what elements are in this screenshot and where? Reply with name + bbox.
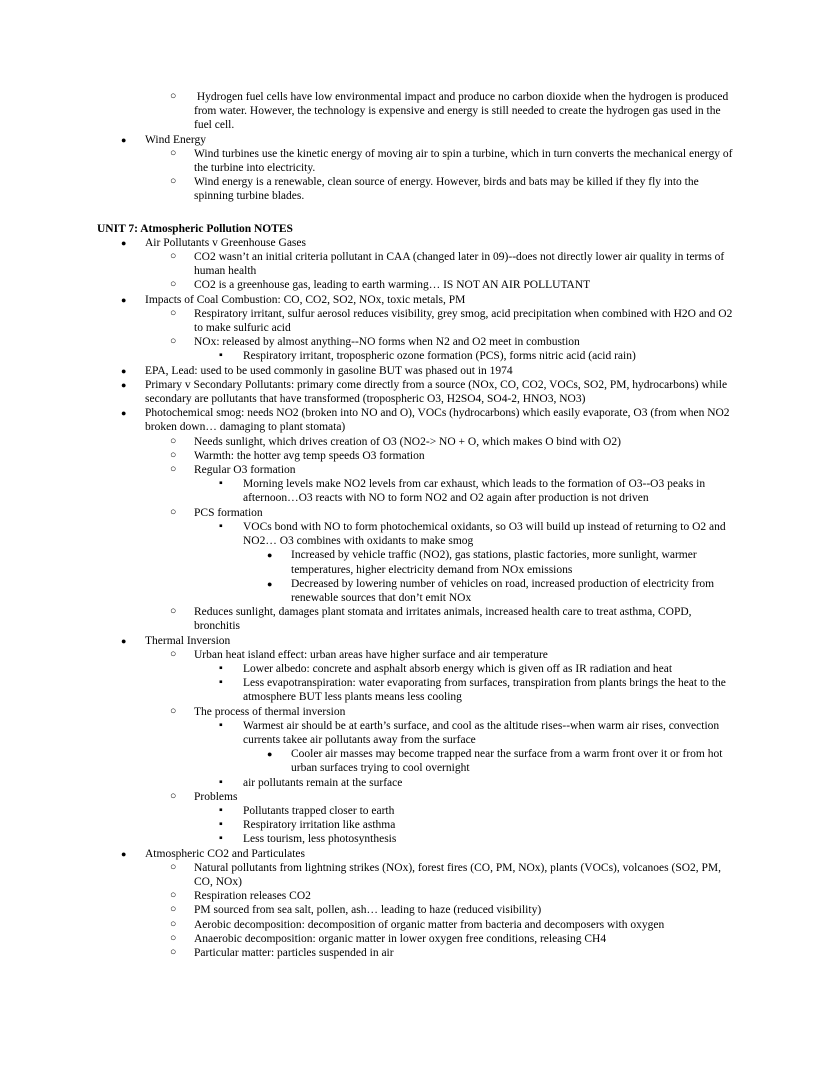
list-item [97, 307, 736, 335]
list-item [97, 435, 733, 449]
item-text: Morning levels make NO2 levels from car exhaust, which leads to the formation of O3--O3 peaks in afternoon…O3 reacts with NO to form NO2 and O2 again after production is not driven [243, 478, 708, 505]
item-text: CO2 wasn’t an initial criteria pollutant in CAA (changed later in 09)--does not directly lower air quality in terms of human health [194, 251, 728, 278]
disc-bullet-icon: ● [121, 134, 127, 145]
list-item [97, 133, 733, 147]
item-text: Hydrogen fuel cells have low environmental impact and produce no carbon dioxide when the hydrogen is produced from water. However, the technology is expensive and energy is still needed to create the hydrogen gas used in the fuel cell. [194, 91, 732, 132]
item-text: PCS formation [194, 506, 263, 519]
disc-bullet-icon: ● [121, 237, 127, 248]
item-text: Respiratory irritant, sulfur aerosol reduces visibility, grey smog, acid precipitation when combined with H2O and O2 to make sulfuric acid [194, 307, 736, 335]
item-text: air pollutants remain at the surface [243, 776, 403, 789]
item-text: The process of thermal inversion [194, 705, 346, 718]
square-bullet-icon: ▪ [219, 819, 223, 831]
item-text: CO2 is a greenhouse gas, leading to earth warming… IS NOT AN AIR POLLUTANT [194, 279, 591, 292]
list-item [97, 804, 733, 818]
square-bullet-icon: ▪ [219, 520, 223, 532]
item-text: Wind Energy [145, 133, 206, 146]
disc-bullet-icon: ● [121, 635, 127, 646]
item-text: Atmospheric CO2 and Particulates [145, 847, 306, 860]
list-item [97, 918, 733, 932]
circle-bullet-icon: ○ [170, 435, 177, 447]
square-bullet-icon: ▪ [219, 677, 223, 689]
item-text: Natural pollutants from lightning strikes (NOx), forest fires (CO, PM, NOx), plants (VOCs), volcanoes (SO2, PM, CO, NOx) [194, 861, 724, 888]
item-text: EPA, Lead: used to be used commonly in gasoline BUT was phased out in 1974 [145, 364, 513, 377]
item-text: Air Pollutants v Greenhouse Gases [145, 236, 306, 249]
square-bullet-icon: ▪ [219, 350, 223, 362]
item-text: Urban heat island effect: urban areas have higher surface and air temperature [194, 648, 548, 661]
list-item [97, 548, 733, 576]
list-item [97, 705, 733, 719]
section-heading [97, 222, 733, 236]
circle-bullet-icon: ○ [170, 91, 177, 102]
item-text: Less tourism, less photosynthesis [243, 833, 397, 846]
circle-bullet-icon: ○ [170, 790, 177, 802]
item-text: Anaerobic decomposition: organic matter in lower oxygen free conditions, releasing CH4 [194, 932, 607, 945]
circle-bullet-icon: ○ [170, 861, 177, 873]
circle-bullet-icon: ○ [170, 449, 177, 461]
circle-bullet-icon: ○ [170, 336, 177, 348]
item-text: Aerobic decomposition: decomposition of organic matter from bacteria and decomposers with oxygen [194, 918, 665, 931]
circle-bullet-icon: ○ [170, 890, 177, 902]
circle-bullet-icon: ○ [170, 279, 177, 291]
list-item [97, 946, 733, 960]
circle-bullet-icon: ○ [170, 464, 177, 476]
square-bullet-icon: ▪ [219, 776, 223, 788]
list-item [97, 278, 733, 292]
circle-bullet-icon: ○ [170, 606, 177, 618]
list-item [97, 832, 733, 846]
item-text: Wind energy is a renewable, clean source of energy. However, birds and bats may be killed if they fly into the spinning turbine blades. [194, 176, 702, 203]
list-item [97, 175, 733, 203]
item-text: Warmth: the hotter avg temp speeds O3 formation [194, 449, 425, 462]
list-item [97, 236, 733, 250]
item-text: Cooler air masses may become trapped near the surface from a warm front over it or from hot urban surfaces trying to cool overnight [291, 748, 726, 775]
item-text: Respiratory irritation like asthma [243, 819, 396, 832]
list-item [97, 378, 733, 406]
item-text: Pollutants trapped closer to earth [243, 804, 395, 817]
item-text: Reduces sunlight, damages plant stomata and irritates animals, increased health care to treat asthma, COPD, bronchitis [194, 606, 695, 633]
list-item [97, 776, 733, 790]
item-text: Respiratory irritant, tropospheric ozone formation (PCS), forms nitric acid (acid rain) [243, 350, 636, 363]
item-text: Wind turbines use the kinetic energy of moving air to spin a turbine, which in turn converts the mechanical energy of the turbine into electricity. [194, 147, 736, 175]
list-item [97, 747, 733, 775]
item-text: Less evapotranspiration: water evaporating from surfaces, transpiration from plants brings the heat to the atmosphere BUT less plants means less cooling [243, 677, 729, 704]
list-item [97, 790, 733, 804]
item-text: Lower albedo: concrete and asphalt absorb energy which is given off as IR radiation and heat [243, 662, 673, 675]
list-item [97, 818, 733, 832]
list-item [97, 250, 733, 278]
list-item [97, 520, 733, 548]
disc-bullet-icon: ● [121, 294, 127, 305]
circle-bullet-icon: ○ [170, 946, 177, 958]
list-item [97, 577, 733, 605]
disc-bullet-icon: ● [267, 578, 273, 589]
heading-text: UNIT 7: Atmospheric Pollution NOTES [97, 222, 293, 235]
circle-bullet-icon: ○ [170, 307, 177, 319]
list-item [97, 335, 733, 349]
list-item [97, 847, 733, 861]
item-text: Respiration releases CO2 [194, 890, 311, 903]
disc-bullet-icon: ● [121, 379, 127, 390]
circle-bullet-icon: ○ [170, 932, 177, 944]
item-text: NOx: released by almost anything--NO forms when N2 and O2 meet in combustion [194, 336, 580, 349]
circle-bullet-icon: ○ [170, 918, 177, 930]
disc-bullet-icon: ● [121, 365, 127, 376]
circle-bullet-icon: ○ [170, 147, 177, 159]
notes-content [97, 90, 736, 960]
item-text: Particular matter: particles suspended in air [194, 946, 394, 959]
item-text: Primary v Secondary Pollutants: primary come directly from a source (NOx, CO, CO2, VOCs, SO2, PM, hydrocarbons) while secondary are pollutants that have transformed (tropospheric O3, H2SO4, SO4-2, HNO3, NO3) [145, 378, 730, 406]
square-bullet-icon: ▪ [219, 662, 223, 674]
item-text: Regular O3 formation [194, 464, 296, 477]
item-text: Problems [194, 790, 238, 803]
square-bullet-icon: ▪ [219, 478, 223, 490]
disc-bullet-icon: ● [267, 550, 273, 561]
list-item [97, 477, 733, 505]
circle-bullet-icon: ○ [170, 904, 177, 916]
list-item [97, 903, 733, 917]
item-text: Warmest air should be at earth’s surface, and cool as the altitude rises--when warm air rises, convection currents takee air pollutants away from the surface [243, 719, 723, 746]
list-item [97, 634, 733, 648]
circle-bullet-icon: ○ [170, 176, 177, 188]
list-item [97, 506, 733, 520]
item-text: Photochemical smog: needs NO2 (broken into NO and O), VOCs (hydrocarbons) which easily evaporate, O3 (from when NO2 broken down… damaging to plant stomata) [145, 407, 733, 434]
square-bullet-icon: ▪ [219, 833, 223, 845]
list-item [97, 364, 733, 378]
item-text: Needs sunlight, which drives creation of O3 (NO2-> NO + O, which makes O bind with O2) [194, 435, 621, 448]
list-item [97, 861, 733, 889]
list-item [97, 719, 733, 747]
list-item [97, 349, 733, 363]
disc-bullet-icon: ● [121, 408, 127, 419]
list-item [97, 449, 733, 463]
disc-bullet-icon: ● [121, 848, 127, 859]
square-bullet-icon: ▪ [219, 719, 223, 731]
item-text: Decreased by lowering number of vehicles on road, increased production of electricity from renewable sources that don’t emit NOx [291, 577, 717, 604]
list-item [97, 932, 733, 946]
circle-bullet-icon: ○ [170, 705, 177, 717]
list-item [97, 648, 733, 662]
circle-bullet-icon: ○ [170, 506, 177, 518]
item-text: Impacts of Coal Combustion: CO, CO2, SO2, NOx, toxic metals, PM [145, 293, 466, 306]
list-item [97, 463, 733, 477]
list-item [97, 889, 733, 903]
circle-bullet-icon: ○ [170, 648, 177, 660]
item-text: Increased by vehicle traffic (NO2), gas stations, plastic factories, more sunlight, warmer temperatures, higher electricity demand from NOx emissions [291, 549, 700, 576]
list-item [97, 676, 733, 704]
list-item [97, 293, 733, 307]
list-item [97, 406, 733, 434]
item-text: Thermal Inversion [145, 634, 231, 647]
circle-bullet-icon: ○ [170, 251, 177, 263]
list-item [97, 90, 733, 133]
square-bullet-icon: ▪ [219, 804, 223, 816]
list-item [97, 605, 733, 633]
item-text: PM sourced from sea salt, pollen, ash… leading to haze (reduced visibility) [194, 904, 542, 917]
item-text: VOCs bond with NO to form photochemical oxidants, so O3 will build up instead of returning to O2 and NO2… O3 combines with oxidants to make smog [243, 520, 729, 548]
disc-bullet-icon: ● [267, 749, 273, 760]
list-item [97, 662, 733, 676]
list-item [97, 147, 736, 175]
